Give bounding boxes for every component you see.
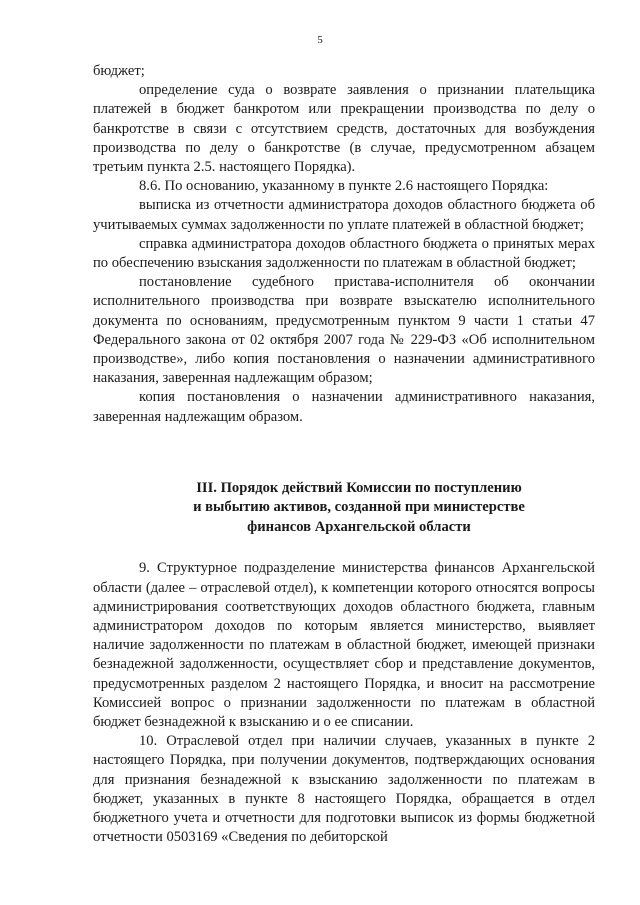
page-number: 5: [317, 34, 323, 46]
paragraph: копия постановления о назначении административного наказания, заверенная надлежащим образом.: [93, 389, 595, 425]
paragraph: 9. Структурное подразделение министерства финансов Архангельской области (далее – отраслевой отдел), к компетенции которого относятся вопросы администрирования соответствующих доходов областного бюджета, главным администратором доходов по которым является министерство, выявляет наличие задолженности по платежам в областной бюджет, имеющей признаки безнадежной задолженности, осуществляет сбор и представление документов, предусмотренных разделом 2 настоящего Порядка, и вносит на рассмотрение Комиссией вопрос о признании задолженности по платежам в областной бюджет безнадежной к взысканию и о ее списании.: [93, 560, 595, 730]
document-body: [93, 62, 595, 847]
paragraph: бюджет;: [93, 63, 145, 79]
paragraph: справка администратора доходов областного бюджета о принятых мерах по обеспечению взыскания задолженности по платежам в областной бюджет;: [93, 235, 595, 272]
paragraph: определение суда о возврате заявления о признании плательщика платежей в бюджет банкротом или прекращении производства по делу о банкротстве в связи с отсутствием средств, достаточных для возбуждения производства по делу о банкротстве (в случае, предусмотренном абзацем третьим пункта 2.5. настоящего Порядка).: [93, 82, 595, 176]
section-title-line: III. Порядок действий Комиссии по поступлению: [196, 479, 522, 496]
paragraph: постановление судебного пристава-исполнителя об окончании исполнительного производства при возврате взыскателю исполнительного документа по основаниям, предусмотренным пунктом 9 части 1 статьи 47 Федерального закона от 02 октября 2007 года № 229-ФЗ «Об исполнительном производстве», либо копия постановления о назначении административного наказания, заверенная надлежащим образом;: [93, 274, 595, 387]
section-title: [93, 479, 595, 538]
paragraph: 10. Отраслевой отдел при наличии случаев, указанных в пункте 2 настоящего Порядка, при получении документов, подтверждающих основания для признания безнадежной к взысканию задолженности по платежам в бюджет, указанных в пункте 8 настоящего Порядка, обращается в отдел бюджетного учета и отчетности для подготовки выписок из формы бюджетной отчетности 0503169 «Сведения по дебиторской: [93, 733, 595, 846]
section-title-line: и выбытию активов, созданной при министерстве: [193, 499, 525, 516]
section-title-line: финансов Архангельской области: [247, 518, 471, 535]
paragraph: выписка из отчетности администратора доходов областного бюджета об учитываемых суммах задолженности по уплате платежей в областной бюджет;: [93, 197, 595, 233]
paragraph: 8.6. По основанию, указанному в пункте 2.6 настоящего Порядка:: [139, 178, 549, 195]
